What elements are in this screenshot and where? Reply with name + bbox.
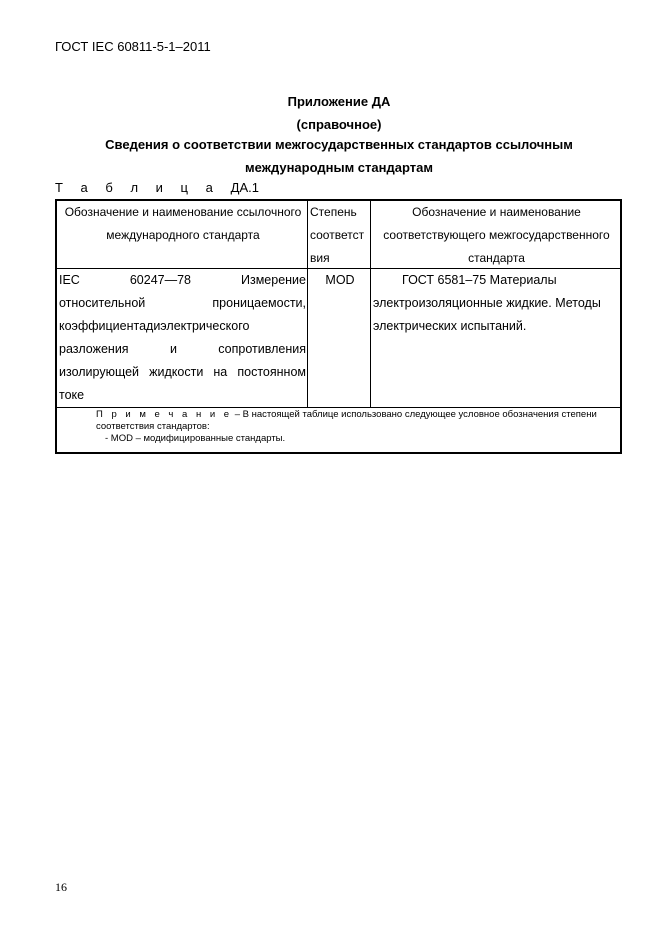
cell-line: изолирующей жидкости на постоянном xyxy=(59,365,306,379)
row-col2-degree: MOD xyxy=(325,273,355,287)
note-item: - MOD – модифицированные стандарты. xyxy=(105,433,286,444)
note-text: – В настоящей таблице использовано следующее условное обозначения степени соответствия стандартов: xyxy=(96,409,597,432)
table-label xyxy=(55,180,259,195)
appendix-title: Приложение ДА xyxy=(287,94,391,109)
page-number: 16 xyxy=(55,880,67,894)
appendix-heading-line2: международным стандартам xyxy=(245,160,433,175)
header-col3 xyxy=(373,201,620,270)
cell-line: относительной проницаемости, xyxy=(59,296,306,310)
header-col1-line: международного стандарта xyxy=(106,228,260,242)
header-col3-line: стандарта xyxy=(468,251,525,265)
header-col3-line: Обозначение и наименование xyxy=(412,205,581,219)
appendix-type: (справочное) xyxy=(296,117,382,132)
header-col2-line: Степень xyxy=(310,205,357,219)
note-first-line xyxy=(59,409,619,433)
header-col2 xyxy=(310,201,370,270)
cell-line: коэффициентадиэлектрического xyxy=(59,319,250,333)
table-label-number: ДА.1 xyxy=(230,180,259,195)
column-divider xyxy=(307,201,308,407)
document-header: ГОСТ IEC 60811-5-1–2011 xyxy=(55,39,211,54)
header-col3-line: соответствующего межгосударственного xyxy=(383,228,610,242)
cell-line: токе xyxy=(59,388,85,402)
header-col1-line: Обозначение и наименование ссылочного xyxy=(64,205,302,219)
standards-table xyxy=(55,199,622,454)
cell-line: ГОСТ 6581–75 Материалы xyxy=(402,273,557,287)
column-divider xyxy=(370,201,371,407)
note-divider xyxy=(57,407,620,408)
appendix-heading-line1: Сведения о соответствии межгосударственных стандартов ссылочным xyxy=(105,137,573,152)
row-col3-interstate-standard xyxy=(373,269,621,338)
header-col2-line: вия xyxy=(310,251,330,265)
row-col1-international-standard xyxy=(59,269,306,407)
table-label-word: Т а б л и ц а xyxy=(55,180,220,195)
table-note xyxy=(59,409,619,445)
cell-line: IEC 60247—78 Измерение xyxy=(59,273,306,287)
cell-line: электрических испытаний. xyxy=(373,319,527,333)
cell-line: разложения и сопротивления xyxy=(59,342,306,356)
cell-line: электроизоляционные жидкие. Методы xyxy=(373,296,601,310)
header-col1 xyxy=(59,201,307,247)
header-col2-line: соответст xyxy=(310,228,365,242)
note-label: П р и м е ч а н и е xyxy=(96,409,233,420)
